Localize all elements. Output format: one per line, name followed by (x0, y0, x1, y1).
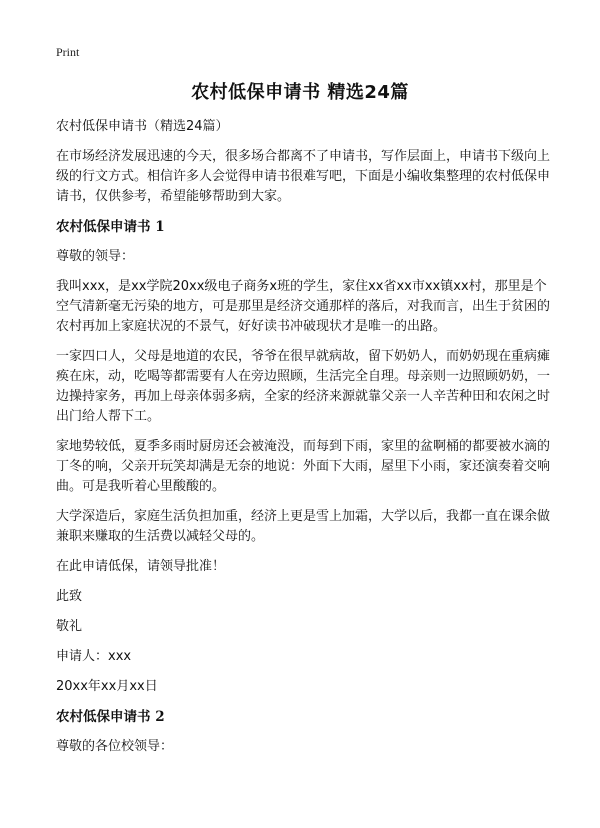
document-title: 农村低保申请书 精选24篇 (191, 82, 409, 103)
date-line: 20xx年xx月xx日 (56, 679, 158, 694)
document-body (56, 117, 550, 767)
paragraph-2: 一家四口人，父母是地道的农民，爷爷在很早就病故，留下奶奶人，而奶奶现在重病瘫痪在床，动，吃喝等都需要有人在旁边照顾，生活完全自理。母亲则一边照顾奶奶，一边操持家务，再加上母亲体弱多病，全家的经济来源就靠父亲一人辛苦种田和农闲之时出门给人帮下工。 (56, 349, 551, 424)
paragraph-3: 家地势较低，夏季多雨时厨房还会被淹没，而每到下雨，家里的盆啊桶的都要被水滴的丁冬的响，父亲开玩笑却满是无奈的地说：外面下大雨，屋里下小雨，家还演奏着交响曲。可是我听着心里酸酸的。 (56, 439, 551, 494)
closing-line-2: 敬礼 (56, 619, 83, 634)
document-subtitle: 农村低保申请书（精选24篇） (56, 119, 229, 134)
paragraph-1: 我叫xxx，是xx学院20xx级电子商务x班的学生，家住xx省xx市xx镇xx村，那里是个空气清新毫无污染的地方，可是那里是经济交通那样的落后，对我而言，出生于贫困的农村再加上家庭状况的不景气，好好读书冲破现状才是唯一的出路。 (56, 279, 551, 334)
print-label[interactable]: Print (56, 45, 80, 59)
salutation-1: 尊敬的领导： (56, 249, 135, 264)
intro-paragraph: 在市场经济发展迅速的今天，很多场合都离不了申请书，写作层面上，申请书下级向上级的行文方式。相信许多人会觉得申请书很难写吧，下面是小编收集整理的农村低保申请书，仅供参考，希望能够帮助到大家。 (56, 149, 551, 204)
applicant-line: 申请人：xxx (56, 649, 132, 664)
closing-line-1: 此致 (56, 589, 83, 604)
paragraph-5: 在此申请低保，请领导批准！ (56, 559, 226, 574)
section-heading-1: 农村低保申请书 1 (56, 219, 165, 235)
salutation-2: 尊敬的各位校领导： (56, 739, 174, 754)
paragraph-4: 大学深造后，家庭生活负担加重，经济上更是雪上加霜，大学以后，我都一直在课余做兼职来赚取的生活费以减轻父母的。 (56, 509, 551, 544)
section-heading-2: 农村低保申请书 2 (56, 709, 165, 725)
